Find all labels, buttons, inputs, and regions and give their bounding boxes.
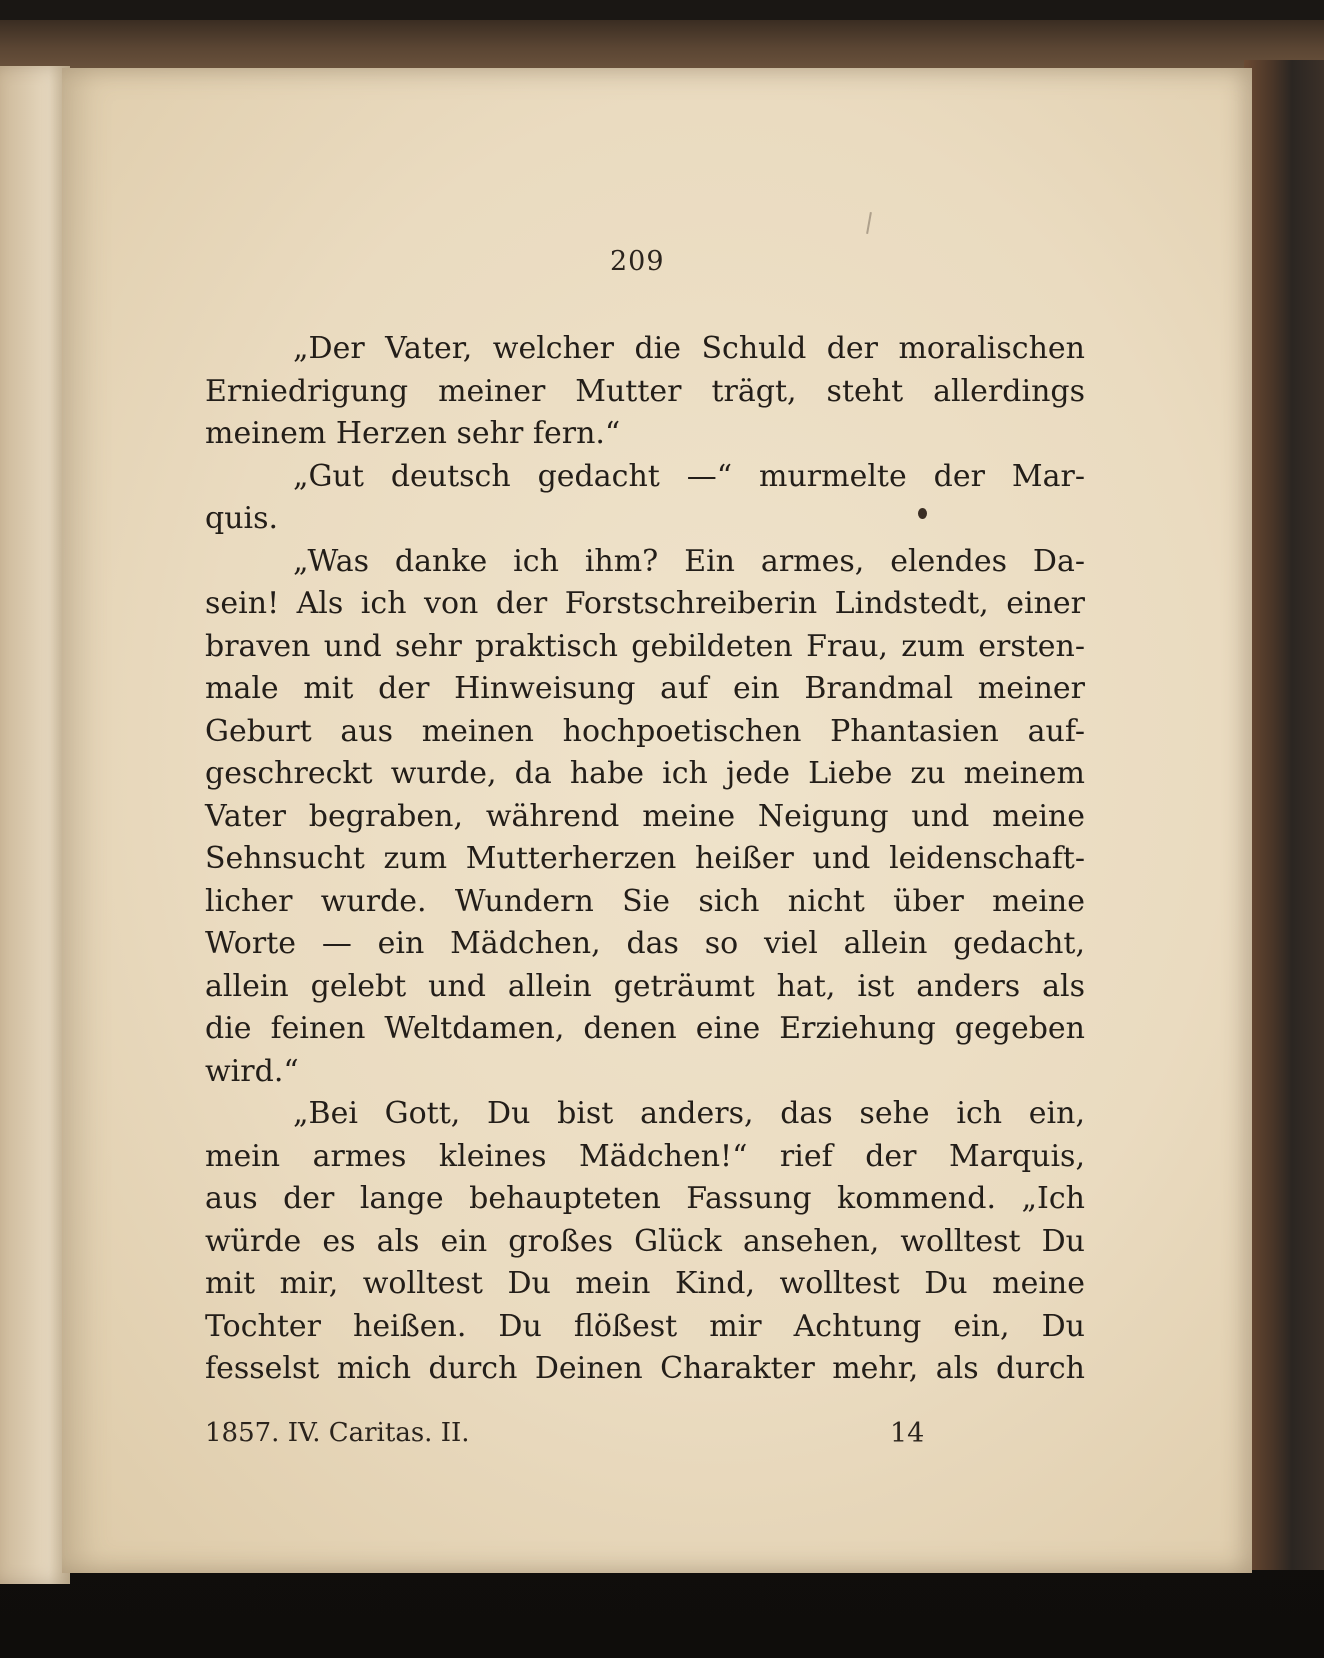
text-line: mit mir, wolltest Du mein Kind, wolltest Du meine — [205, 1266, 1085, 1301]
text-line: mein armes kleines Mädchen!“ rief der Marquis, — [205, 1138, 1085, 1174]
text-line: die feinen Weltdamen, denen eine Erziehung gegeben — [205, 1011, 1085, 1046]
text-line: „Gut deutsch gedacht —“ murmelte der Mar- — [293, 458, 1085, 494]
book-cover-top — [0, 20, 1324, 70]
text-line: geschreckt wurde, da habe ich jede Liebe zu meinem — [205, 756, 1085, 791]
text-line: Tochter heißen. Du flößest mir Achtung ein, Du — [205, 1308, 1085, 1344]
signature-mark: 1857. IV. Caritas. II. — [205, 1418, 470, 1448]
text-line: wird.“ — [205, 1053, 299, 1089]
text-line: male mit der Hinweisung auf ein Brandmal meiner — [205, 671, 1085, 706]
text-line: würde es als ein großes Glück ansehen, wolltest Du — [205, 1223, 1085, 1259]
page-text-block — [205, 328, 1085, 1391]
text-line: Vater begraben, während meine Neigung und meine — [205, 798, 1085, 834]
left-page-edge — [0, 66, 70, 1584]
page-number: 209 — [610, 246, 665, 277]
book-spine-right — [1244, 60, 1324, 1570]
text-line: Erniedrigung meiner Mutter trägt, steht allerdings — [205, 373, 1085, 409]
signature-number: 14 — [890, 1418, 925, 1449]
text-line: Worte — ein Mädchen, das so viel allein gedacht, — [205, 926, 1085, 961]
text-line: „Bei Gott, Du bist anders, das sehe ich ein, — [293, 1096, 1085, 1131]
text-line: licher wurde. Wundern Sie sich nicht über meine — [205, 883, 1085, 919]
text-line: Sehnsucht zum Mutterherzen heißer und leidenschaft- — [205, 841, 1085, 876]
text-line: aus der lange behaupteten Fassung kommend. „Ich — [205, 1181, 1085, 1216]
text-line: meinem Herzen sehr fern.“ — [205, 416, 621, 451]
text-line: Geburt aus meinen hochpoetischen Phantasien auf- — [205, 713, 1085, 749]
text-line: sein! Als ich von der Forstschreiberin Lindstedt, einer — [205, 586, 1085, 621]
text-line: „Der Vater, welcher die Schuld der moralischen — [293, 331, 1085, 366]
text-line: „Was danke ich ihm? Ein armes, elendes Da- — [293, 543, 1085, 579]
text-line: quis. — [205, 501, 279, 536]
text-line: allein gelebt und allein geträumt hat, ist anders als — [205, 968, 1085, 1004]
text-line: braven und sehr praktisch gebildeten Frau, zum ersten- — [205, 628, 1085, 664]
text-line: fesselst mich durch Deinen Charakter mehr, als durch — [205, 1351, 1085, 1386]
